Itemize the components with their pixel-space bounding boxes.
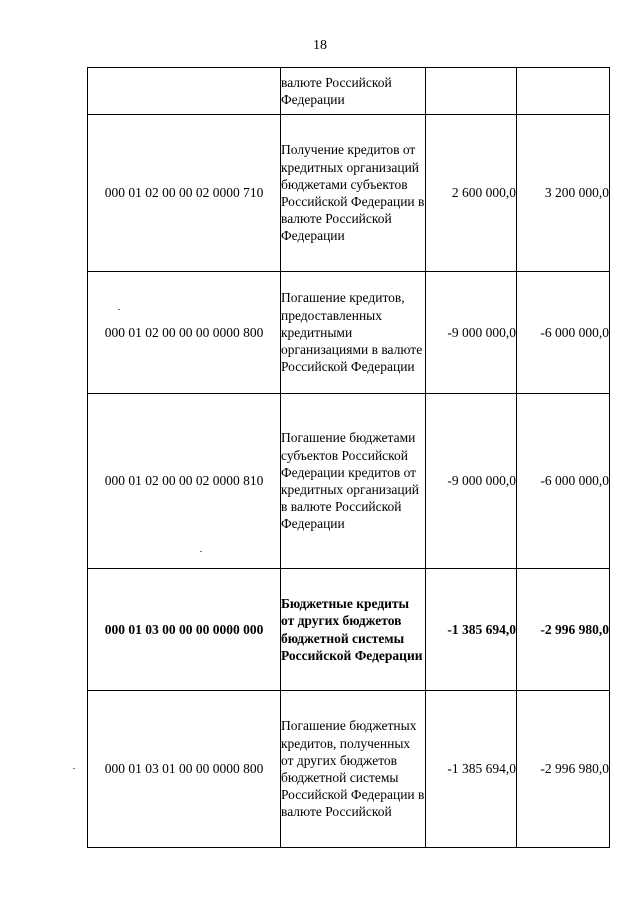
table-row	[88, 569, 610, 691]
budget-code-cell: 000 01 02 00 00 02 0000 810	[88, 394, 281, 569]
scan-artifact	[118, 309, 120, 310]
sources-of-financing-table	[87, 67, 610, 848]
amount-year-1-cell: 2 600 000,0	[426, 115, 517, 272]
table-row	[88, 691, 610, 848]
amount-year-1-cell: -1 385 694,0	[426, 569, 517, 691]
amount-year-1-cell	[426, 68, 517, 115]
table-row	[88, 394, 610, 569]
amount-year-1-cell: -9 000 000,0	[426, 272, 517, 394]
item-name-cell: Бюджетные кредиты от других бюджетов бюджетной системы Российской Федерации	[281, 569, 426, 691]
page-number: 18	[313, 38, 327, 53]
budget-code-cell: 000 01 03 01 00 00 0000 800	[88, 691, 281, 848]
budget-code-cell	[88, 68, 281, 115]
item-name-cell: валюте Российской Федерации	[281, 68, 426, 115]
amount-year-1-cell: -9 000 000,0	[426, 394, 517, 569]
scan-artifact	[200, 551, 202, 552]
amount-year-2-cell: -6 000 000,0	[517, 272, 610, 394]
amount-year-1-cell: -1 385 694,0	[426, 691, 517, 848]
budget-code-cell: 000 01 03 00 00 00 0000 000	[88, 569, 281, 691]
item-name-cell: Получение кредитов от кредитных организаций бюджетами субъектов Российской Федерации в валюте Российской Федерации	[281, 115, 426, 272]
budget-code-cell: 000 01 02 00 00 02 0000 710	[88, 115, 281, 272]
amount-year-2-cell: -2 996 980,0	[517, 691, 610, 848]
item-name-cell: Погашение кредитов, предоставленных кредитными организациями в валюте Российской Федерации	[281, 272, 426, 394]
amount-year-2-cell	[517, 68, 610, 115]
budget-code-cell: 000 01 02 00 00 00 0000 800	[88, 272, 281, 394]
item-name-cell: Погашение бюджетных кредитов, полученных от других бюджетов бюджетной системы Российской Федерации в валюте Российской	[281, 691, 426, 848]
item-name-cell: Погашение бюджетами субъектов Российской Федерации кредитов от кредитных организаций в валюте Российской Федерации	[281, 394, 426, 569]
amount-year-2-cell: -6 000 000,0	[517, 394, 610, 569]
amount-year-2-cell: 3 200 000,0	[517, 115, 610, 272]
amount-year-2-cell: -2 996 980,0	[517, 569, 610, 691]
table-row	[88, 115, 610, 272]
scan-artifact	[73, 768, 75, 769]
table-row	[88, 272, 610, 394]
table-row	[88, 68, 610, 115]
